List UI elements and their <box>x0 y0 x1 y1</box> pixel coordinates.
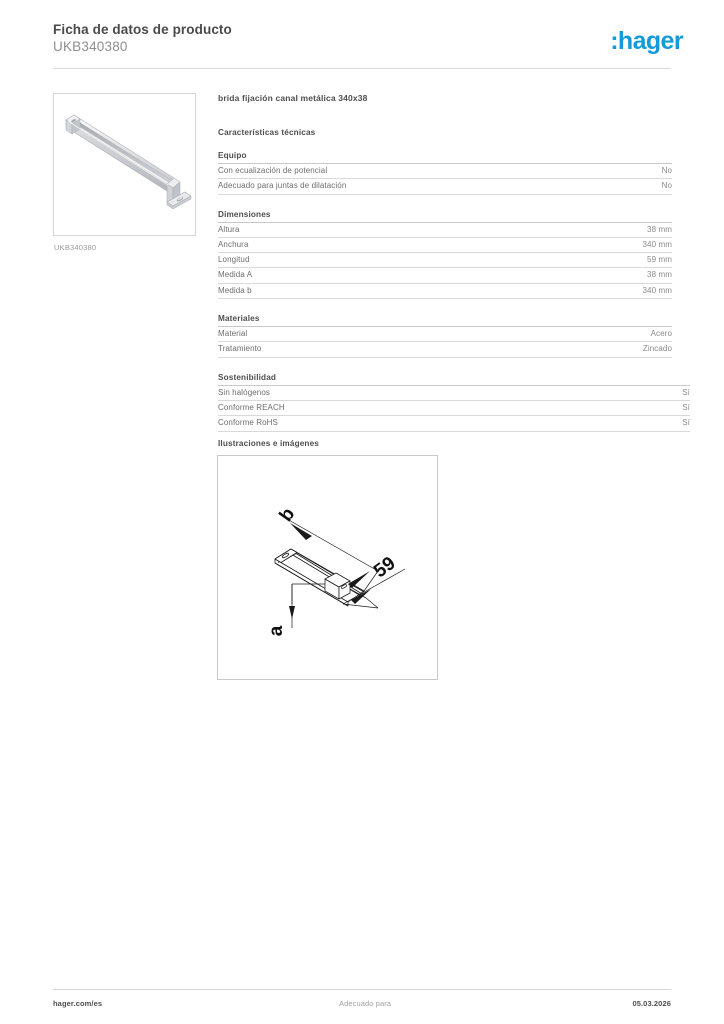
illustrations-box <box>217 455 438 680</box>
spec-row <box>218 238 672 253</box>
spec-row <box>218 386 690 401</box>
spec-row <box>218 179 672 194</box>
product-name: brida fijación canal metálica 340x38 <box>218 93 368 103</box>
spec-group-title: Dimensiones <box>218 210 672 223</box>
spec-label: Conforme REACH <box>218 402 285 412</box>
spec-row <box>218 164 672 179</box>
spec-row <box>218 416 690 431</box>
hager-logo: :hager <box>610 27 683 55</box>
technical-drawing <box>218 456 437 679</box>
spec-group-list <box>218 151 688 432</box>
spec-value: 340 mm <box>642 285 672 295</box>
spec-group <box>218 151 688 195</box>
spec-value: Sí <box>682 387 690 397</box>
spec-row <box>218 327 672 342</box>
spec-value: No <box>661 181 672 191</box>
spec-value: Acero <box>650 329 672 339</box>
spec-label: Longitud <box>218 255 250 265</box>
spec-label: Medida b <box>218 285 252 295</box>
spec-label: Sin halógenos <box>218 387 271 397</box>
page-header <box>0 0 724 70</box>
spec-label: Tratamiento <box>218 344 262 354</box>
spec-label: Conforme RoHS <box>218 418 278 428</box>
spec-value: 59 mm <box>647 255 672 265</box>
spec-row <box>218 401 690 416</box>
spec-value: Sí <box>682 402 690 412</box>
spec-label: Medida A <box>218 270 253 280</box>
header-divider <box>53 68 671 69</box>
spec-label: Altura <box>218 224 240 234</box>
spec-group <box>218 373 688 432</box>
footer-date: 05.03.2026 <box>632 999 671 1008</box>
page-title: Ficha de datos de producto <box>53 22 232 37</box>
dimension-label-b: b <box>275 504 300 526</box>
spec-row <box>218 284 672 299</box>
product-photo-illustration <box>54 94 195 235</box>
dimension-label-59: 59 <box>370 552 400 583</box>
spec-group <box>218 314 688 358</box>
specifications-panel <box>218 93 688 447</box>
spec-value: 38 mm <box>647 270 672 280</box>
title-block <box>53 21 232 55</box>
spec-group-title: Equipo <box>218 151 672 164</box>
footer-website[interactable]: hager.com/es <box>53 999 103 1008</box>
spec-group-title: Materiales <box>218 314 672 327</box>
illustrations-title: Ilustraciones e imágenes <box>218 439 319 448</box>
spec-group-title: Sostenibilidad <box>218 373 690 386</box>
spec-label: Anchura <box>218 239 249 249</box>
spec-row <box>218 342 672 357</box>
footer-note: Adecuado para <box>339 999 392 1008</box>
footer-divider <box>53 989 671 990</box>
spec-value: Sí <box>682 418 690 428</box>
spec-row <box>218 268 672 283</box>
product-photo-caption: UKB340380 <box>54 243 97 252</box>
spec-label: Adecuado para juntas de dilatación <box>218 181 347 191</box>
page-subtitle-article-number: UKB340380 <box>53 39 128 54</box>
technical-characteristics-title: Características técnicas <box>218 128 316 137</box>
spec-value: 340 mm <box>642 239 672 249</box>
dimension-label-a: a <box>266 625 287 637</box>
spec-group <box>218 210 688 299</box>
spec-value: 38 mm <box>647 224 672 234</box>
product-photo <box>53 93 196 236</box>
spec-row <box>218 223 672 238</box>
page-footer <box>53 999 671 1013</box>
spec-label: Con ecualización de potencial <box>218 166 328 175</box>
spec-label: Material <box>218 329 248 339</box>
spec-value: No <box>661 166 672 175</box>
spec-value: Zincado <box>642 344 672 354</box>
spec-row <box>218 253 672 268</box>
